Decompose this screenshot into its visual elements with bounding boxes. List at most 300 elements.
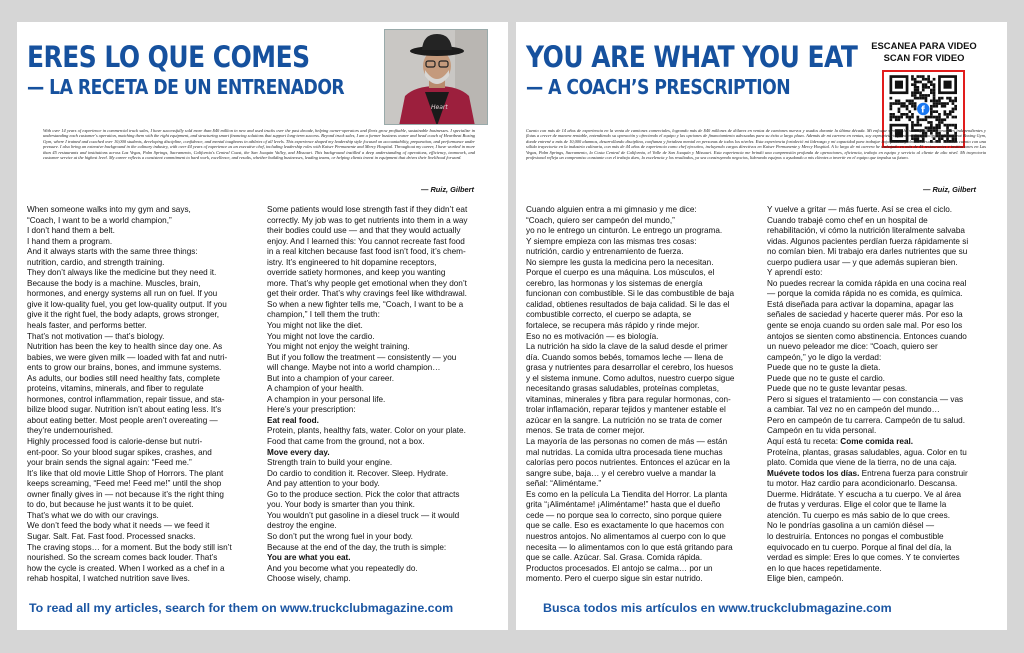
scan-label-en: SCAN FOR VIDEO xyxy=(883,52,965,63)
qr-module xyxy=(938,121,941,124)
article-line xyxy=(27,532,260,543)
qr-module xyxy=(925,118,928,121)
article-line-text: So don’t put the wrong fuel in your body. xyxy=(267,531,413,541)
qr-module xyxy=(935,102,938,105)
article-line xyxy=(27,416,260,427)
article-line-text: no comían bien. Mi trabajo era darles nutrientes que su xyxy=(767,247,968,257)
article-line xyxy=(267,205,501,216)
article-line xyxy=(526,543,759,554)
qr-module xyxy=(954,105,957,108)
article-line xyxy=(767,395,1001,406)
article-line xyxy=(526,532,759,543)
qr-module xyxy=(927,75,930,78)
article-line xyxy=(767,532,1001,543)
left-subtitle: — LA RECETA DE UN ENTRENADOR xyxy=(27,75,345,99)
article-line-text: That’s not motivation — that’s biology. xyxy=(27,331,165,341)
article-line-text: tu motor. Haz cardio para acondicionarlo. Descansa. xyxy=(767,479,958,489)
article-line xyxy=(267,458,501,469)
qr-module xyxy=(908,110,911,113)
article-line-text: Productos procesados. El antojo se calma… por un xyxy=(526,563,713,573)
article-line-text: atención. Tu cuerpo es más sabio de lo que crees. xyxy=(767,510,950,520)
article-line xyxy=(27,321,260,332)
qr-module xyxy=(938,97,941,100)
svg-text:Heart: Heart xyxy=(431,104,448,111)
article-line xyxy=(767,289,1001,300)
article-line xyxy=(526,374,759,385)
article-line-text: destroy the engine. xyxy=(267,521,337,531)
article-line-text: nuestros antojos. No alimentamos al cuerpo con lo que xyxy=(526,531,726,541)
article-line-text: You wouldn’t put gasoline in a diesel truck — it would xyxy=(267,510,460,520)
article-line xyxy=(267,300,501,311)
qr-module xyxy=(898,116,901,119)
qr-module xyxy=(930,110,933,113)
qr-module xyxy=(890,118,893,121)
article-line xyxy=(767,437,1001,448)
article-line-text: give it the right fuel, the body adapts, grows stronger, xyxy=(27,310,220,320)
article-line xyxy=(27,490,260,501)
article-line xyxy=(27,511,260,522)
qr-module xyxy=(949,110,952,113)
article-line-text: It’s like that old movie Little Shop of Horrors. The plant xyxy=(27,468,224,478)
article-line-text: But if you follow the treatment — consistently — you xyxy=(267,352,457,362)
article-line xyxy=(267,490,501,501)
article-line xyxy=(267,279,501,290)
article-line-text: azúcar en la sangre. La nutrición no se trata de comer xyxy=(526,415,723,425)
qr-finder-pattern xyxy=(944,81,952,89)
article-line xyxy=(767,216,1001,227)
article-line-text: — porque la comida rápida no es comida, es química. xyxy=(767,289,963,299)
article-line-text: La mayoría de las personas no comen de más — están xyxy=(526,437,728,447)
article-line-text: You might not love the cardio. xyxy=(267,331,375,341)
article-line-text: trolar inflamación, reparar tejidos y mantener estable el xyxy=(526,405,726,415)
article-line-text: nutrition, cardio, and strength training. xyxy=(27,257,165,267)
article-line-text: enjoy. And I learned this: You cannot recreate fast food xyxy=(267,236,465,246)
article-line-text: cerebro, las hormonas y los sistemas de energía xyxy=(526,278,703,288)
qr-module xyxy=(925,97,928,100)
article-line xyxy=(767,416,1001,427)
qr-module xyxy=(938,124,941,127)
qr-module xyxy=(922,118,925,121)
right-column-2 xyxy=(767,205,1001,590)
article-line xyxy=(526,416,759,427)
article-line-text: un nuevo peleador me dice: “Coach, quiero ser xyxy=(767,342,938,352)
qr-module xyxy=(954,97,957,100)
article-line xyxy=(526,205,759,216)
article-line-text: Porque el cuerpo es una máquina. Los músculos, el xyxy=(526,268,715,278)
article-line xyxy=(27,469,260,480)
right-byline: — Ruiz, Gilbert xyxy=(923,185,976,194)
article-line-text: I hand them a program. xyxy=(27,236,113,246)
article-line xyxy=(27,205,260,216)
qr-module xyxy=(919,124,922,127)
article-line xyxy=(526,426,759,437)
qr-module xyxy=(922,86,925,89)
qr-module xyxy=(944,113,947,116)
qr-module xyxy=(895,118,898,121)
article-line xyxy=(526,405,759,416)
qr-module xyxy=(914,86,917,89)
qr-module xyxy=(935,118,938,121)
qr-module xyxy=(900,102,903,105)
article-line xyxy=(526,268,759,279)
article-line-text: No puedes recrear la comida rápida en una cocina real xyxy=(767,278,967,288)
qr-module xyxy=(917,89,920,92)
right-column-1 xyxy=(526,205,759,590)
article-line-text: ents to grow our brains, bones, and immune systems. xyxy=(27,363,222,373)
article-line xyxy=(267,405,501,416)
article-line xyxy=(267,448,501,459)
article-line xyxy=(267,374,501,385)
article-line xyxy=(267,258,501,269)
article-line-text: calorías pero pocos nutrientes. Entonces el azúcar en la xyxy=(526,458,730,468)
article-line xyxy=(267,342,501,353)
article-line xyxy=(27,426,260,437)
qr-module xyxy=(914,78,917,81)
article-line-text: rehabilitación, vi cómo la nutrición literalmente salvaba xyxy=(767,226,965,236)
article-line xyxy=(767,458,1001,469)
article-line xyxy=(526,353,759,364)
article-line xyxy=(267,216,501,227)
article-line xyxy=(267,237,501,248)
article-line-text: how the cycle is created. When I worked as a chef in a xyxy=(27,563,225,573)
article-line xyxy=(767,564,1001,575)
qr-module xyxy=(892,116,895,119)
article-line-text: correctly. My job was to get nutrients into them in a way xyxy=(267,215,468,225)
article-line xyxy=(267,321,501,332)
article-line xyxy=(526,363,759,374)
qr-module xyxy=(927,81,930,84)
qr-module xyxy=(908,100,911,103)
qr-module xyxy=(952,116,955,119)
article-line-text: “Coach, quiero ser campeón del mundo,” xyxy=(526,215,675,225)
qr-module xyxy=(938,113,941,116)
article-line-text: And you become what you repeatedly do. xyxy=(267,563,418,573)
qr-module xyxy=(944,105,947,108)
article-line xyxy=(267,247,501,258)
qr-module xyxy=(941,118,944,121)
article-line-text: Puede que no te guste la dieta. xyxy=(767,363,881,373)
qr-module xyxy=(935,110,938,113)
qr-module xyxy=(944,124,947,127)
article-line-text: in a real kitchen because fast food isn’t food, it’s chem- xyxy=(267,247,466,257)
qr-module xyxy=(903,102,906,105)
article-line-text: I don’t hand them a belt. xyxy=(27,226,115,236)
article-line xyxy=(767,384,1001,395)
article-line xyxy=(27,353,260,364)
left-footer-link[interactable]: To read all my articles, search for them on www.truckclubmagazine.com xyxy=(29,601,454,615)
article-line-text: get their order. That’s why cravings feel like withdrawal. xyxy=(267,289,467,299)
qr-module xyxy=(925,116,928,119)
qr-module xyxy=(898,118,901,121)
article-line-text: A champion in your personal life. xyxy=(267,394,386,404)
qr-module xyxy=(892,113,895,116)
qr-module xyxy=(906,113,909,116)
qr-module xyxy=(898,108,901,111)
article-line-text: Y vuelve a gritar — más fuerte. Así se crea el ciclo. xyxy=(767,205,953,214)
article-line-text: Puede que no te guste el cardio. xyxy=(767,373,885,383)
article-line-text: keeps screaming, “Feed me! Feed me!” until the shop xyxy=(27,479,222,489)
article-line xyxy=(767,448,1001,459)
article-line-text: You are what you eat. xyxy=(267,553,351,563)
qr-module xyxy=(925,83,928,86)
article-line xyxy=(526,332,759,343)
article-line xyxy=(767,300,1001,311)
article-line xyxy=(27,258,260,269)
article-line xyxy=(27,543,260,554)
article-line xyxy=(767,321,1001,332)
qr-module xyxy=(930,108,933,111)
article-line-text: Highly processed food is calorie-dense but nutri- xyxy=(27,437,203,447)
qr-module xyxy=(927,78,930,81)
article-line-text: give it low-quality fuel, you get low-quality output. If you xyxy=(27,299,227,309)
qr-module xyxy=(911,94,914,97)
qr-module xyxy=(935,100,938,103)
article-line xyxy=(27,216,260,227)
article-line-text: necesita — lo alimentamos con lo que está gritando para xyxy=(526,542,733,552)
qr-module xyxy=(911,116,914,119)
right-title: YOU ARE WHAT YOU EAT xyxy=(526,40,858,74)
right-intro-bio: Cuento con más de 14 años de experiencia en la venta de camiones comerciales, logrando más de $40 millones de dólares en ventas de camiones nuevos y usados durante la última década. Mi enfoque siempre ha sido ayudar a operadores independientes y flotas a crecer de manera rentable, entendiendo su operación y ofreciendo el equipo y las opciones de financiamiento adecuadas para su éxito a largo plazo. Además de mi carrera en ventas, soy expropietario y entrenador principal de Heartbeat Boxing Gym, donde entrené a más de 10,000 alumnos, desarrollando disciplina, confianza y fortaleza mental en personas de todos los niveles. Esta experiencia fortaleció mi liderazgo y mi capacidad para trabajar bajo presión y obtener resultados. También cuento con una sólida trayectoria en la industria culinaria, con más de 44 años de experiencia como chef ejecutivo, incluyendo cargos directivos en Kaiser Permanente y Mercy Hospital. A lo largo de mi carrera he trabajado en más de 45 restaurantes e instituciones en Las Vegas, Palm Springs, Sacramento, la Costa Central de California, el Valle de San Joaquín y Missouri. Esta experiencia me brindó una comprensión profunda de operaciones, eficiencia, trabajo en equipo y servicio al cliente de alto nivel. Mi trayectoria profesional refleja un compromiso constante con el trabajo duro, la excelencia y los resultados, ya sea construyendo negocios, liderando equipos o ayudando a mis clientes a invertir en el equipo que impulsa su futuro. xyxy=(526,128,986,161)
article-line-text: nourished. So the scream comes back louder. That’s xyxy=(27,553,218,563)
qr-module xyxy=(946,102,949,105)
qr-module xyxy=(919,81,922,84)
article-line-text: Elige bien, campeón. xyxy=(767,574,844,584)
article-line-text: Es como en la película La Tiendita del Horror. La planta xyxy=(526,489,728,499)
qr-module xyxy=(925,94,928,97)
qr-module xyxy=(933,110,936,113)
article-line xyxy=(526,247,759,258)
qr-module xyxy=(917,118,920,121)
article-line-text: grasa y nutrientes para desarrollar el cerebro, los huesos xyxy=(526,363,734,373)
article-line-text: The craving stops… for a moment. But the body still isn’t xyxy=(27,542,232,552)
article-line-text: vitaminas, minerales y fibra para regular hormonas, con- xyxy=(526,394,731,404)
qr-module xyxy=(906,105,909,108)
qr-module xyxy=(903,105,906,108)
qr-module xyxy=(917,81,920,84)
qr-module xyxy=(908,116,911,119)
qr-module xyxy=(919,118,922,121)
qr-module xyxy=(949,124,952,127)
qr-module xyxy=(935,105,938,108)
qr-module xyxy=(911,100,914,103)
qr-module xyxy=(917,116,920,119)
article-line xyxy=(526,564,759,575)
article-line xyxy=(267,268,501,279)
qr-module xyxy=(914,83,917,86)
article-line-text: Cuando alguien entra a mi gimnasio y me dice: xyxy=(526,205,697,214)
article-line xyxy=(767,521,1001,532)
qr-module xyxy=(935,124,938,127)
article-line xyxy=(267,543,501,554)
qr-module xyxy=(954,124,957,127)
article-line-text: y el sistema inmune. Como adultos, nuestro cuerpo sigue xyxy=(526,373,735,383)
article-line xyxy=(267,363,501,374)
article-line-text: necesitando grasas saludables, proteínas completas, xyxy=(526,384,719,394)
article-line-text: sangre sube, baja… y el cerebro vuelve a mandar la xyxy=(526,468,716,478)
article-line-text: champion,” I tell them the truth: xyxy=(267,310,380,320)
article-line xyxy=(27,289,260,300)
article-line-text: a cambiar. Tal vez no en campeón del mundo… xyxy=(767,405,940,415)
article-line xyxy=(27,226,260,237)
article-line xyxy=(526,216,759,227)
qr-module xyxy=(933,100,936,103)
article-line-text: Do cardio to condition it. Recover. Sleep. Hydrate. xyxy=(267,468,449,478)
qr-module xyxy=(933,97,936,100)
qr-module xyxy=(949,100,952,103)
qr-module xyxy=(914,108,917,111)
article-line xyxy=(267,532,501,543)
article-line-text: antojos se sienten como abstinencia. Entonces cuando xyxy=(767,331,967,341)
article-line xyxy=(526,342,759,353)
article-line xyxy=(27,363,260,374)
article-line xyxy=(526,553,759,564)
qr-module xyxy=(917,121,920,124)
article-line xyxy=(27,310,260,321)
qr-module xyxy=(949,113,952,116)
article-line-text: vidas. Algunos pacientes perdían fuerza rápidamente si xyxy=(767,236,969,246)
article-line-text: Cuando trabajé como chef en un hospital de xyxy=(767,215,928,225)
qr-module xyxy=(941,105,944,108)
article-line xyxy=(267,511,501,522)
article-line xyxy=(526,511,759,522)
article-line-text: Food that came from the ground, not a box. xyxy=(267,437,425,447)
qr-module xyxy=(917,75,920,78)
qr-module xyxy=(890,97,893,100)
article-line xyxy=(27,405,260,416)
qr-module xyxy=(944,102,947,105)
article-line xyxy=(526,310,759,321)
article-line xyxy=(767,553,1001,564)
article-line-text: nutrición, cardio y entrenamiento de fuerza. xyxy=(526,247,684,257)
article-line xyxy=(267,500,501,511)
left-column-2 xyxy=(267,205,501,590)
qr-module xyxy=(911,78,914,81)
qr-module xyxy=(890,116,893,119)
qr-module xyxy=(930,116,933,119)
qr-module xyxy=(930,83,933,86)
article-line xyxy=(767,268,1001,279)
article-line-text: Muévete todos los días. xyxy=(767,468,860,478)
article-line xyxy=(27,374,260,385)
article-line-text: Some patients would lose strength fast if they didn’t eat xyxy=(267,205,468,214)
article-line-text: hormones, and energy systems all run on fuel. If you xyxy=(27,289,218,299)
article-line xyxy=(526,395,759,406)
article-line xyxy=(27,300,260,311)
qr-module xyxy=(906,108,909,111)
article-line xyxy=(767,342,1001,353)
right-footer-link[interactable]: Busca todos mis artículos en www.truckclubmagazine.com xyxy=(543,601,892,615)
article-line xyxy=(267,479,501,490)
qr-module xyxy=(946,113,949,116)
article-line xyxy=(526,500,759,511)
qr-module xyxy=(898,100,901,103)
qr-module xyxy=(922,97,925,100)
qr-module xyxy=(941,102,944,105)
article-line-rest: Entrena fuerza para construir xyxy=(859,468,968,478)
qr-module xyxy=(938,118,941,121)
article-line-text: Aquí está tu receta: xyxy=(767,437,841,447)
article-line xyxy=(27,479,260,490)
article-line xyxy=(767,363,1001,374)
qr-finder-pattern xyxy=(895,81,903,89)
qr-module xyxy=(927,121,930,124)
qr-module xyxy=(917,124,920,127)
qr-module xyxy=(919,75,922,78)
qr-module xyxy=(890,102,893,105)
qr-module xyxy=(946,116,949,119)
article-line xyxy=(267,395,501,406)
author-portrait-image xyxy=(385,30,488,125)
article-line-text: Eat real food. xyxy=(267,415,319,425)
qr-module xyxy=(954,116,957,119)
article-line xyxy=(27,268,260,279)
article-line-text: Go to the produce section. Pick the color that attracts xyxy=(267,489,460,499)
qr-module xyxy=(895,102,898,105)
qr-module xyxy=(911,124,914,127)
article-line-text: When someone walks into my gym and says, xyxy=(27,205,191,214)
qr-module xyxy=(914,81,917,84)
qr-module xyxy=(941,97,944,100)
article-line-text: babies, we were given milk — loaded with fat and nutri- xyxy=(27,352,228,362)
qr-module xyxy=(919,91,922,94)
qr-module xyxy=(935,116,938,119)
article-line-text: funcionan con combustible. Si le das combustible de baja xyxy=(526,289,734,299)
qr-module xyxy=(919,94,922,97)
qr-module xyxy=(933,78,936,81)
qr-module xyxy=(930,105,933,108)
article-line xyxy=(767,205,1001,216)
article-line xyxy=(27,574,260,585)
article-line xyxy=(767,226,1001,237)
article-line-text: they’re undernourished. xyxy=(27,426,114,436)
article-line-text: señal: “Aliméntame.” xyxy=(526,479,602,489)
article-line-text: Pero si sigues el tratamiento — con constancia — vas xyxy=(767,394,964,404)
qr-module xyxy=(908,102,911,105)
qr-module xyxy=(938,116,941,119)
article-line-text: They don’t always like the medicine but they need it. xyxy=(27,268,217,278)
qr-module xyxy=(933,83,936,86)
article-line-text: Campeón en tu vida personal. xyxy=(767,426,877,436)
article-line xyxy=(526,279,759,290)
article-line-text: yo no le entrego un cinturón. Le entrego un programa. xyxy=(526,226,723,236)
article-line-text: As adults, our bodies still need healthy fats, complete xyxy=(27,373,220,383)
qr-module xyxy=(952,100,955,103)
qr-module xyxy=(895,116,898,119)
article-line-text: override satiety hormones, and keep you wanting xyxy=(267,268,446,278)
article-line xyxy=(27,279,260,290)
article-line-text: día. Cuando somos bebés, tomamos leche — llena de xyxy=(526,352,724,362)
article-line xyxy=(27,395,260,406)
qr-module xyxy=(900,105,903,108)
qr-module xyxy=(933,89,936,92)
qr-module xyxy=(903,113,906,116)
right-page xyxy=(516,22,1007,630)
qr-module xyxy=(908,118,911,121)
qr-module xyxy=(914,97,917,100)
article-line-text: lo destruiría. Entonces no pongas el combustible xyxy=(767,531,944,541)
article-line-bold: Come comida real. xyxy=(840,437,914,447)
article-line-text: Nutrition has been the key to health since day one. As xyxy=(27,342,223,352)
article-line xyxy=(27,332,260,343)
qr-module xyxy=(906,100,909,103)
qr-module xyxy=(914,124,917,127)
article-line-text: your brain sends the signal again: “Feed me.” xyxy=(27,458,192,468)
article-line xyxy=(767,479,1001,490)
article-line xyxy=(27,564,260,575)
article-line-text: menos. Se trata de comer mejor. xyxy=(526,426,645,436)
article-line xyxy=(526,479,759,490)
qr-module xyxy=(927,94,930,97)
